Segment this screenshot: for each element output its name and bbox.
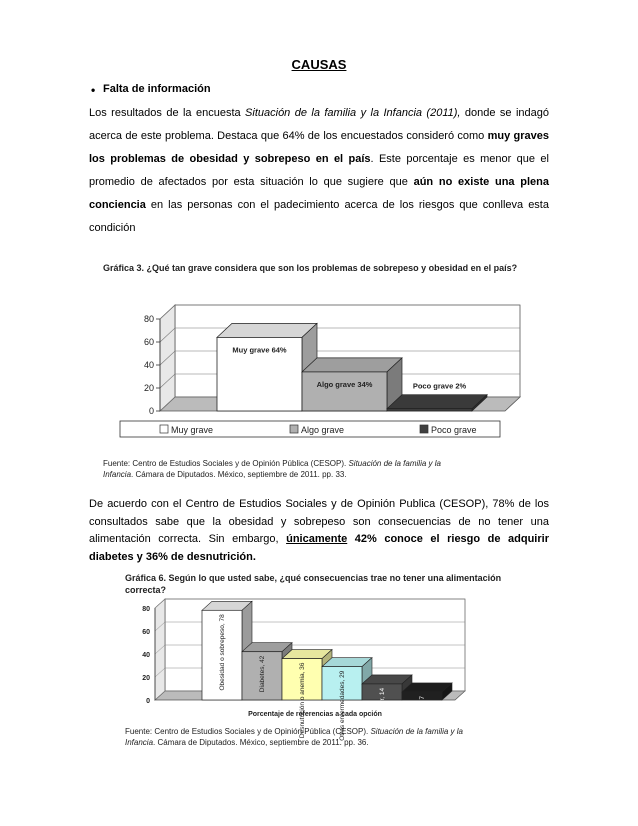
figure1-title: Gráfica 3. ¿Qué tan grave considera que son los problemas de sobrepeso y obesidad en el país?: [103, 263, 518, 273]
figure1-source: [103, 458, 543, 480]
chart1-ytick-label: 80: [143, 314, 154, 324]
chart1-bar-top: [302, 358, 402, 372]
chart1-legend-swatch: [420, 425, 428, 433]
chart1-bar-top: [387, 395, 487, 409]
p1-survey-title: Situación de la familia y la Infancia (2011),: [245, 107, 461, 119]
chart1-bar: [302, 372, 387, 411]
bullet-label: Falta de información: [103, 83, 211, 95]
figure2-title-line1: Gráfica 6. Según lo que usted sabe, ¿qué consecuencias trae no tener una alimentación: [125, 573, 502, 583]
chart2-data-label: Bajo rendimiento escolar, 14: [379, 687, 386, 770]
chart2-ytick-label: 40: [142, 652, 150, 659]
p1-text-2: donde se indagó acerca de este problema. Destaca que 64% de los encuestados consideró como: [89, 107, 549, 142]
chart1-ytick-label: 20: [143, 383, 154, 393]
chart2-data-label: Obesidad o sobrepeso, 78: [219, 614, 226, 691]
p1-text-4: en las personas con el padecimiento acerca de los riesgos que conlleva esta condición: [89, 199, 549, 234]
chart1-bar: [387, 409, 472, 411]
p1-text-1: Los resultados de la encuesta: [89, 107, 246, 119]
paragraph-2: [89, 496, 549, 566]
p2-text-1: De acuerdo con el Centro de Estudios Sociales y de Opinión Publica (CESOP), 78% de los consultados sabe que la obesidad y sobrepeso son consecuencias de no tener una alimentación correcta. Sin embargo,: [89, 498, 549, 545]
figure2-source-italic-2: Infancia: [125, 738, 154, 747]
chart2-ytick-label: 20: [142, 675, 150, 682]
bullet-item: [91, 83, 211, 97]
chart1-legend-swatch: [160, 425, 168, 433]
figure2-title-line2: correcta?: [125, 585, 167, 595]
chart2-data-label: Problemas emocionales, 7: [419, 695, 426, 773]
chart2-ytick-label: 0: [146, 698, 150, 705]
bullet-dot-icon: •: [91, 83, 96, 97]
chart2-data-label: Diabetes, 42: [259, 655, 266, 693]
figure1-source-italic-2: Infancia: [103, 470, 132, 479]
figure2-source-text: Fuente: Centro de Estudios Sociales y de Opinión Pública (CESOP).: [125, 727, 371, 736]
chart-1: [100, 295, 540, 445]
p1-emphasis-1: muy graves los problemas de obesidad y sobrepeso en el país: [89, 130, 550, 165]
chart2-ytick-label: 60: [142, 629, 150, 636]
chart1-ytick-label: 60: [143, 337, 154, 347]
figure2-source-italic: Situación de la familia y la: [370, 727, 463, 736]
p2-emphasis-2: 42% conoce el riesgo de adquirir diabetes y 36% de desnutrición.: [89, 533, 549, 563]
chart1-ytick-label: 0: [148, 406, 154, 416]
figure1-source-italic: Situación de la familia y la: [348, 459, 441, 468]
chart1-legend-label: Poco grave: [431, 425, 477, 435]
chart1-ytick-label: 40: [143, 360, 154, 370]
page-title: CAUSAS: [291, 57, 347, 72]
p2-emphasis-1: únicamente: [286, 533, 348, 545]
p1-emphasis-2: aún no existe una plena conciencia: [89, 176, 549, 211]
chart1-legend-label: Algo grave: [301, 425, 345, 435]
paragraph-1: [89, 102, 549, 240]
chart1-data-label: Poco grave 2%: [412, 381, 467, 391]
figure2-source-text-2: . Cámara de Diputados. México, septiembre de 2011. pp. 36.: [153, 738, 369, 747]
chart2-ytick-label: 80: [142, 606, 150, 613]
p1-text-3: . Este porcentaje es menor que el promedio de afectados por esta situación lo que sugiere que: [89, 153, 549, 188]
chart2-data-label: Desnutrición o anemia, 36: [299, 662, 306, 739]
figure1-source-text-2: . Cámara de Diputados. México, septiembre de 2011. pp. 33.: [131, 470, 347, 479]
chart1-data-label: Muy grave 64%: [232, 345, 287, 355]
chart1-legend-label: Muy grave: [171, 425, 214, 435]
chart2-data-label: Otras enfermedades, 29: [339, 670, 346, 741]
chart1-data-label: Algo grave 34%: [316, 379, 373, 389]
chart1-legend-swatch: [290, 425, 298, 433]
chart2-x-axis-label: Porcentaje de referencias a cada opción: [248, 711, 382, 718]
chart1-bar-top: [217, 323, 317, 337]
figure2-source: [125, 726, 545, 748]
figure1-source-text: Fuente: Centro de Estudios Sociales y de Opinión Pública (CESOP).: [103, 459, 349, 468]
figure2-title: [125, 572, 535, 596]
